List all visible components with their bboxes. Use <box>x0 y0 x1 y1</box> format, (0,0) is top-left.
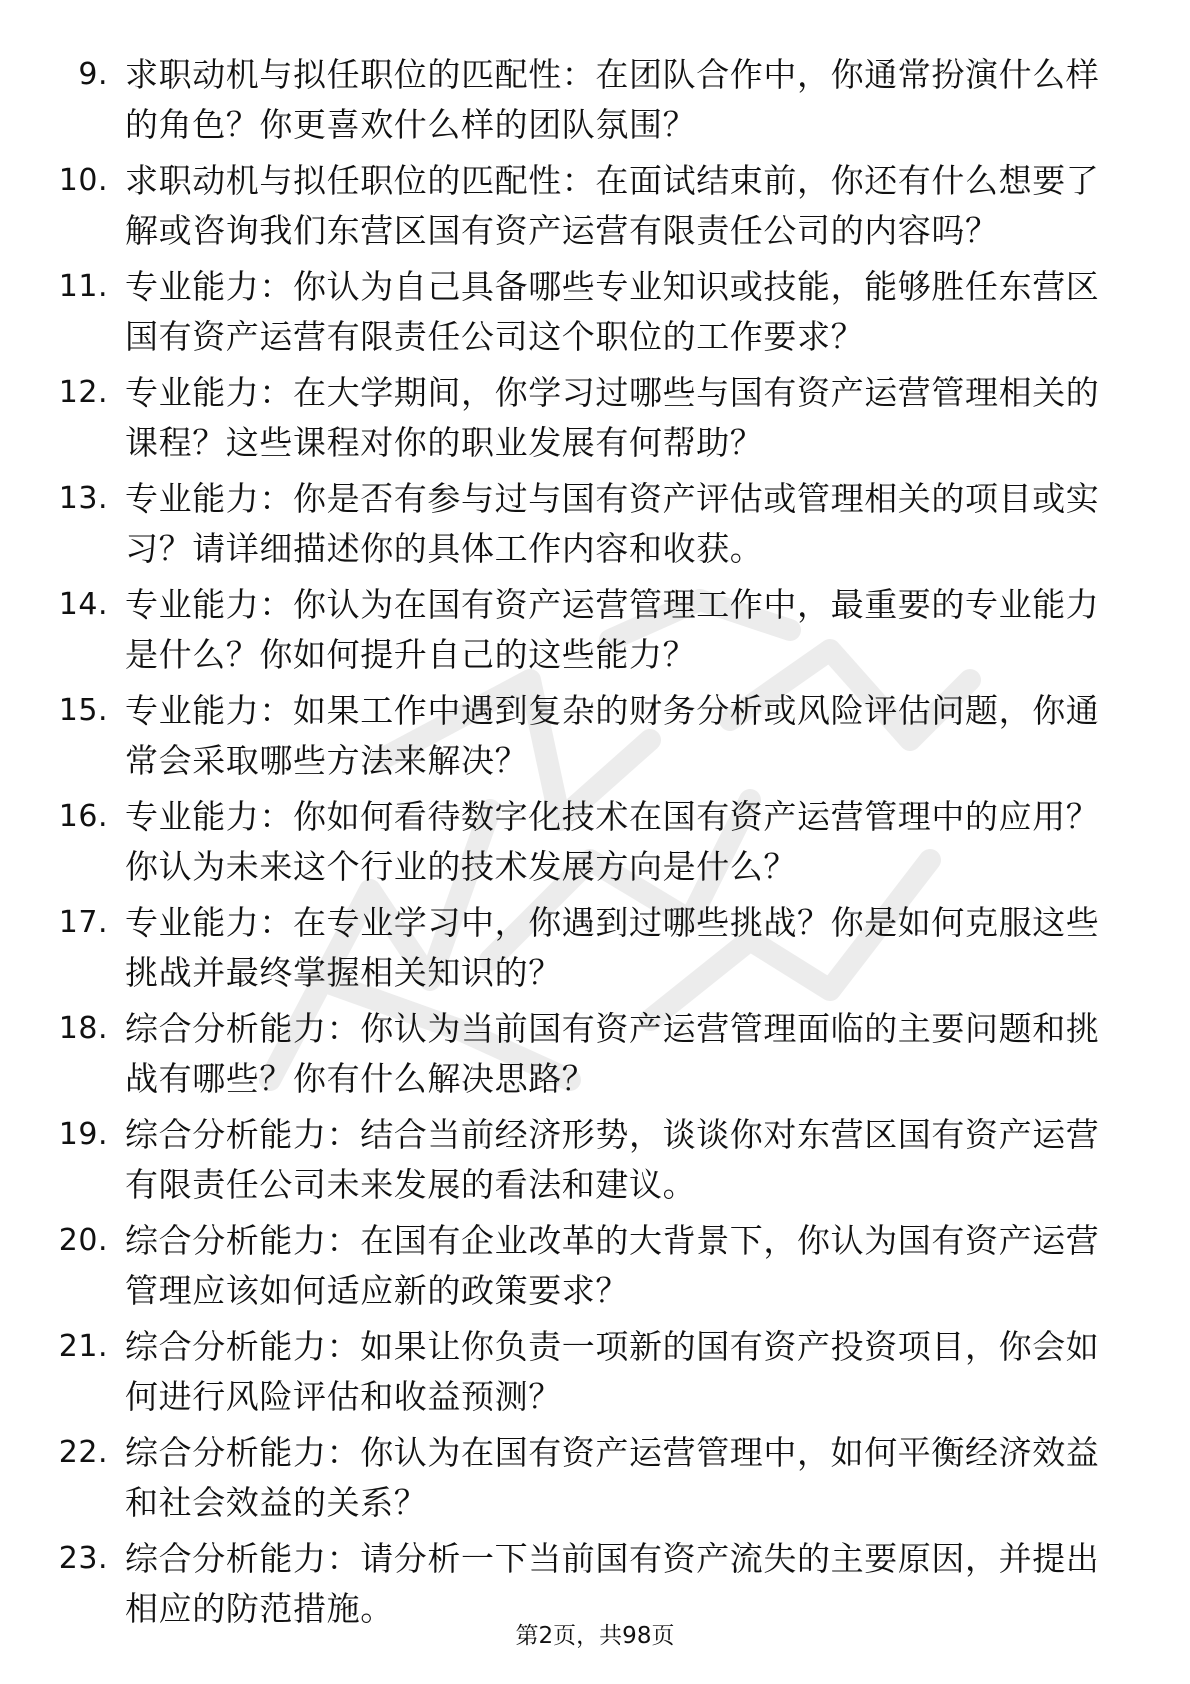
question-number: 14. <box>58 587 108 622</box>
question-number: 21. <box>58 1329 108 1364</box>
list-item <box>40 262 1150 368</box>
list-item <box>40 686 1150 792</box>
question-text: 求职动机与拟任职位的匹配性：在团队合作中，你通常扮演什么样的角色？你更喜欢什么样的团队氛围？ <box>125 55 1100 144</box>
question-text: 综合分析能力：你认为当前国有资产运营管理面临的主要问题和挑战有哪些？你有什么解决思路？ <box>125 1009 1100 1098</box>
question-text: 求职动机与拟任职位的匹配性：在面试结束前，你还有什么想要了解或咨询我们东营区国有资产运营有限责任公司的内容吗？ <box>125 161 1100 250</box>
list-item <box>40 1004 1150 1110</box>
question-text: 专业能力：你认为自己具备哪些专业知识或技能，能够胜任东营区国有资产运营有限责任公司这个职位的工作要求？ <box>125 267 1100 356</box>
question-number: 9. <box>78 57 108 92</box>
list-item <box>40 1110 1150 1216</box>
list-item <box>40 792 1150 898</box>
question-number: 12. <box>58 375 108 410</box>
list-item <box>40 1216 1150 1322</box>
list-item <box>40 1322 1150 1428</box>
question-text: 综合分析能力：如果让你负责一项新的国有资产投资项目，你会如何进行风险评估和收益预测？ <box>125 1327 1100 1416</box>
question-number: 16. <box>58 799 108 834</box>
question-number: 20. <box>58 1223 108 1258</box>
question-number: 19. <box>58 1117 108 1152</box>
question-number: 13. <box>58 481 108 516</box>
question-number: 11. <box>58 269 108 304</box>
question-text: 专业能力：你认为在国有资产运营管理工作中，最重要的专业能力是什么？你如何提升自己的这些能力？ <box>125 585 1100 674</box>
list-item <box>40 474 1150 580</box>
question-text: 综合分析能力：你认为在国有资产运营管理中，如何平衡经济效益和社会效益的关系？ <box>125 1433 1100 1522</box>
question-number: 18. <box>58 1011 108 1046</box>
question-number: 17. <box>58 905 108 940</box>
question-text: 综合分析能力：结合当前经济形势，谈谈你对东营区国有资产运营有限责任公司未来发展的看法和建议。 <box>125 1115 1100 1204</box>
list-item <box>40 368 1150 474</box>
question-text: 专业能力：你是否有参与过与国有资产评估或管理相关的项目或实习？请详细描述你的具体工作内容和收获。 <box>125 479 1100 568</box>
question-number: 22. <box>58 1435 108 1470</box>
question-number: 10. <box>58 163 108 198</box>
question-number: 23. <box>58 1541 108 1576</box>
question-text: 综合分析能力：在国有企业改革的大背景下，你认为国有资产运营管理应该如何适应新的政策要求？ <box>125 1221 1100 1310</box>
list-item <box>40 50 1150 156</box>
question-text: 综合分析能力：请分析一下当前国有资产流失的主要原因，并提出相应的防范措施。 <box>125 1539 1100 1628</box>
question-list <box>40 50 1150 1640</box>
list-item <box>40 580 1150 686</box>
page-number-footer: 第2页，共98页 <box>515 1623 675 1649</box>
question-text: 专业能力：在大学期间，你学习过哪些与国有资产运营管理相关的课程？这些课程对你的职业发展有何帮助？ <box>125 373 1100 462</box>
question-text: 专业能力：你如何看待数字化技术在国有资产运营管理中的应用？你认为未来这个行业的技术发展方向是什么？ <box>125 797 1100 886</box>
question-text: 专业能力：如果工作中遇到复杂的财务分析或风险评估问题，你通常会采取哪些方法来解决？ <box>125 691 1100 780</box>
question-text: 专业能力：在专业学习中，你遇到过哪些挑战？你是如何克服这些挑战并最终掌握相关知识的？ <box>125 903 1100 992</box>
question-number: 15. <box>58 693 108 728</box>
list-item <box>40 1428 1150 1534</box>
list-item <box>40 898 1150 1004</box>
list-item <box>40 156 1150 262</box>
